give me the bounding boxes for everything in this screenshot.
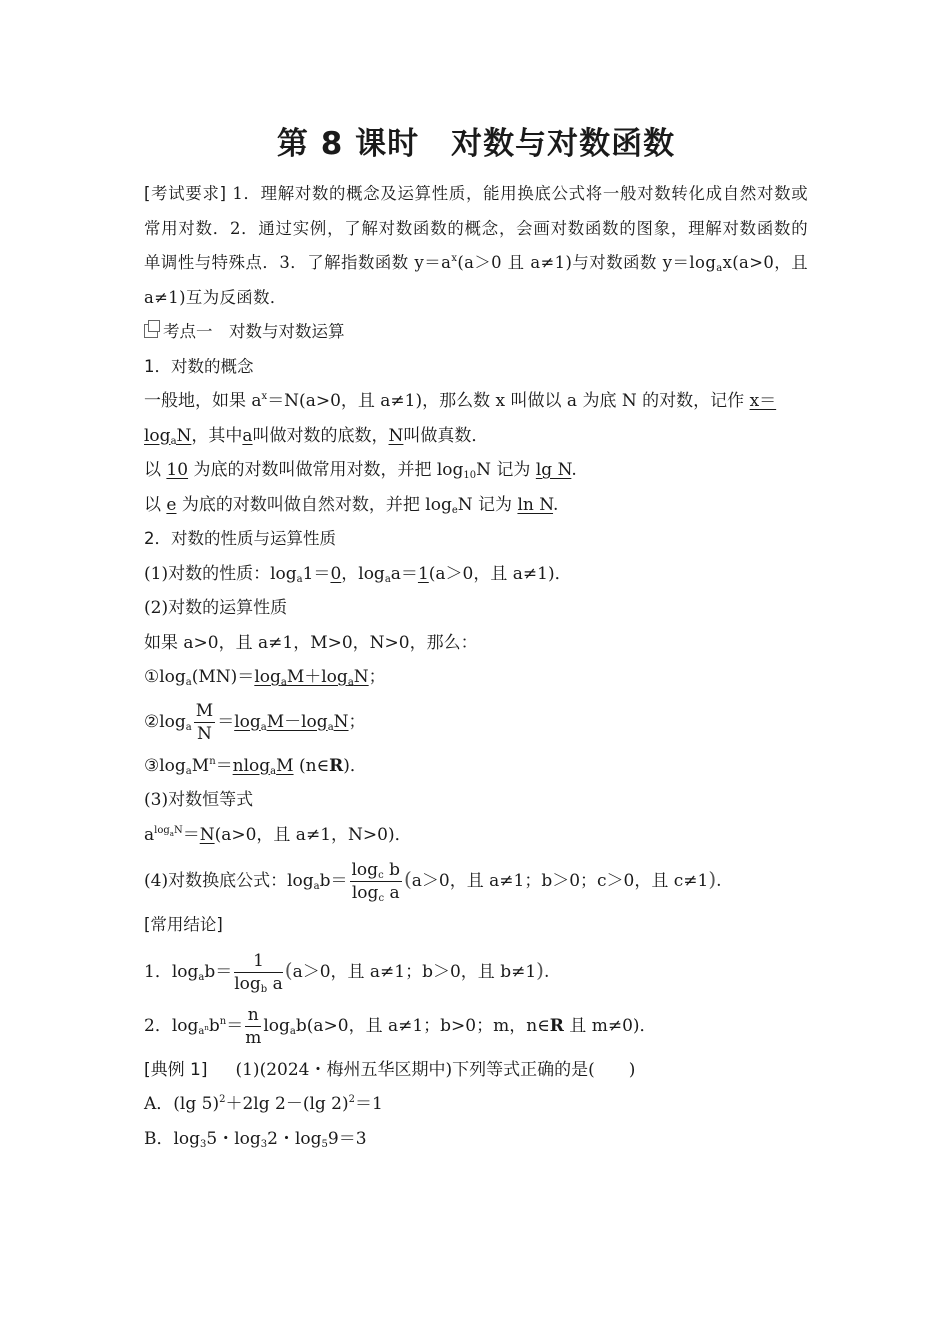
text: 为底的对数叫做自然对数，并把 log — [181, 494, 452, 515]
text: log — [234, 973, 261, 994]
sub-c: c — [378, 893, 385, 904]
conclusion-2 — [144, 999, 808, 1053]
text: ＋2lg 2－(lg 2) — [225, 1094, 349, 1114]
answer-blank — [234, 712, 348, 732]
answer-blank: lg N — [535, 460, 572, 480]
sup-x: x — [261, 391, 268, 402]
text: 2．log — [144, 1015, 199, 1036]
heading-log-concept: 1．对数的概念 — [144, 356, 254, 376]
text: (a>0，且 a≠1，N>0)． — [214, 824, 412, 845]
common-log-line — [144, 453, 808, 488]
text: 一般地，如果 a — [144, 391, 262, 411]
text: a＞0，且 a≠1；b＞0，且 b≠1 — [292, 961, 537, 982]
sub-a: a — [313, 881, 320, 892]
sub-a: a — [716, 263, 723, 274]
text: log — [263, 1015, 290, 1036]
text: N — [353, 667, 369, 687]
text: (a＞0，且 a≠1)． — [428, 563, 572, 584]
text: ； — [348, 711, 366, 732]
text: 9＝3 — [327, 1128, 367, 1149]
answer-blank: ln N — [517, 494, 554, 515]
denominator — [234, 973, 283, 995]
text: ＝ — [182, 824, 200, 845]
sub-10: 10 — [463, 470, 477, 481]
text: ＝ — [217, 711, 235, 732]
text: ＝1 — [355, 1094, 383, 1114]
text: log — [351, 883, 379, 903]
text: log — [144, 425, 171, 446]
sub-b: b — [260, 983, 268, 995]
text: 叫做对数的底数， — [252, 425, 389, 446]
example-question — [144, 1053, 808, 1088]
text: log — [351, 860, 379, 880]
left-paren-icon: ( — [403, 867, 412, 891]
text: b＝ — [204, 961, 233, 982]
option-b — [144, 1122, 808, 1157]
log-identity — [144, 818, 808, 853]
section-point-1 — [144, 315, 808, 350]
answer-blank: 0 — [330, 563, 342, 584]
property-2-condition: 如果 a>0，且 a≠1，M>0，N>0，那么： — [144, 632, 478, 653]
text: N — [333, 711, 349, 732]
fraction — [350, 859, 402, 904]
point-1-title: 考点一 对数与对数运算 — [163, 322, 345, 341]
text: A．(lg 5) — [144, 1094, 220, 1114]
text: (n∈ — [293, 755, 330, 776]
text: 且 m≠0)． — [563, 1015, 657, 1036]
sub-3: 3 — [260, 1138, 268, 1150]
text: M－log — [266, 711, 328, 732]
sub-a: a — [185, 677, 192, 688]
text: B．log — [144, 1128, 201, 1149]
sub-a: a — [347, 677, 354, 688]
text: 1＝ — [302, 563, 331, 584]
question-text: (1)(2024・梅州五华区期中)下列等式正确的是( ) — [235, 1059, 636, 1080]
sup-2: 2 — [219, 1094, 226, 1105]
answer-blank: 10 — [166, 460, 189, 480]
natural-log-line — [144, 488, 808, 523]
property-3-title: (3)对数恒等式 — [144, 790, 254, 810]
denominator — [350, 882, 402, 904]
text: . — [553, 494, 559, 515]
text: 5・log — [206, 1128, 261, 1149]
sub-a: a — [280, 677, 287, 688]
property-1 — [144, 557, 808, 592]
text: a＞0，且 a≠1；b＞0；c＞0，且 c≠1 — [411, 871, 709, 891]
sub-a: a — [170, 435, 177, 447]
left-paren-icon: ( — [284, 957, 293, 982]
requirements-tag: [考试要求] — [144, 184, 227, 203]
sub-a: a — [185, 765, 192, 777]
fraction — [234, 950, 283, 995]
text: ③log — [144, 755, 186, 776]
text: N — [173, 824, 183, 836]
heading-log-properties: 2．对数的性质与运算性质 — [144, 529, 336, 548]
log-definition — [144, 384, 808, 453]
answer-blank: N — [388, 425, 404, 446]
text: . — [716, 871, 722, 891]
sub-3: 3 — [200, 1138, 207, 1150]
sup-n: n — [219, 1015, 227, 1027]
identity-exponent — [154, 825, 183, 836]
text: ②log — [144, 711, 186, 732]
text: R — [329, 755, 344, 776]
sub-a: a — [260, 721, 267, 733]
text: b — [208, 1015, 220, 1036]
exam-requirements — [144, 177, 808, 315]
page-title: 第 8 课时 对数与对数函数 — [276, 126, 676, 162]
numerator: n — [245, 1004, 261, 1027]
sub-e: e — [451, 504, 458, 516]
document-page — [144, 118, 808, 1156]
text: ①log — [144, 667, 186, 687]
fraction — [245, 1004, 261, 1049]
right-paren-icon: ) — [536, 957, 544, 982]
sub-5: 5 — [321, 1138, 328, 1150]
rule-3 — [144, 749, 808, 784]
sub-a: a — [185, 721, 192, 733]
numerator: 1 — [234, 950, 283, 973]
requirements-text: 1．理解对数的概念及运算性质，能用换底公式将一般对数转化成自然对数或常用对数．2．通过实例，了解对数函数的概念，会画对数函数的图象，理解对数函数的单调性与特殊点．3．了解指数函数 y＝a — [144, 184, 808, 272]
sub-a: a — [384, 573, 391, 585]
property-2-title: (2)对数的运算性质 — [144, 598, 288, 618]
text: b — [383, 860, 400, 880]
section-marker-icon — [144, 324, 158, 338]
sup-x: x — [451, 253, 458, 264]
text: N 记为 — [476, 460, 531, 480]
sub-a: a — [327, 721, 334, 733]
answer-blank: N — [199, 824, 215, 845]
text: (4)对数换底公式：log — [144, 871, 314, 891]
numerator — [350, 859, 402, 882]
text: R — [549, 1015, 564, 1036]
answer-blank — [254, 667, 368, 687]
text: ； — [368, 667, 386, 687]
text: (1)对数的性质：log — [144, 563, 297, 584]
text: a — [267, 973, 283, 994]
text: log — [234, 711, 261, 732]
numerator: M — [195, 700, 214, 721]
text: M＋log — [286, 667, 348, 687]
text: a — [198, 1025, 205, 1037]
example-tag: [典例 1] — [144, 1059, 208, 1080]
text: ＝ — [215, 755, 233, 776]
text: nlog — [232, 755, 271, 776]
sub-a: a — [296, 573, 303, 585]
text: log — [254, 667, 281, 687]
text: a＝ — [390, 563, 418, 584]
text: ＝ — [226, 1015, 244, 1036]
sup-n: n — [209, 755, 216, 767]
requirements-text-3: x(a>0，且 a≠1)互为反函数． — [144, 253, 808, 307]
denominator: m — [245, 1027, 262, 1048]
sub-a-m — [198, 1023, 209, 1037]
text: ＝N(a>0，且 a≠1)，那么数 x 叫做以 a 为底 N 的对数，记作 — [267, 391, 745, 411]
sup-2: 2 — [348, 1094, 356, 1105]
text: . — [571, 460, 577, 480]
text: b(a>0，且 a≠1；b>0；m，n∈ — [295, 1015, 550, 1036]
sub-a: a — [270, 765, 277, 777]
text: x＝ — [749, 391, 777, 411]
text: . — [543, 961, 550, 982]
text: N 记为 — [457, 494, 513, 515]
right-paren-icon: ) — [708, 867, 717, 891]
sub-a: a — [198, 971, 205, 983]
text: N — [176, 425, 192, 446]
requirements-text-2: (a＞0 且 a≠1)与对数函数 y＝log — [457, 253, 717, 272]
text: )． — [343, 755, 367, 776]
text: ，log — [341, 563, 385, 584]
text: log — [154, 824, 170, 836]
sub-c: c — [378, 870, 384, 881]
text: 以 — [144, 494, 161, 515]
rule-1 — [144, 660, 808, 695]
text: 为底的对数叫做常用对数，并把 log — [193, 460, 464, 480]
answer-blank: e — [166, 494, 177, 515]
text: 2・log — [267, 1128, 322, 1149]
text: (MN)＝ — [191, 667, 255, 687]
fraction — [194, 700, 215, 745]
answer-blank: a — [242, 425, 253, 446]
sup-m: n — [204, 1023, 209, 1032]
text: 1．log — [144, 961, 199, 982]
text: a — [144, 824, 155, 845]
text: M — [191, 755, 210, 776]
conclusions-tag: [常用结论] — [144, 915, 223, 934]
sub-a: a — [169, 829, 174, 838]
option-a — [144, 1087, 808, 1122]
text: 叫做真数． — [403, 425, 489, 446]
rule-2 — [144, 695, 808, 749]
text: b＝ — [319, 871, 348, 891]
answer-blank: 1 — [417, 563, 429, 584]
denominator: N — [197, 723, 212, 744]
answer-blank — [233, 756, 294, 776]
sub-a: a — [289, 1025, 296, 1037]
text: 以 — [144, 460, 161, 480]
text: a — [384, 883, 400, 903]
conclusion-1 — [144, 943, 808, 999]
text: M — [276, 755, 294, 776]
change-of-base — [144, 852, 808, 908]
text: ，其中 — [191, 425, 243, 446]
